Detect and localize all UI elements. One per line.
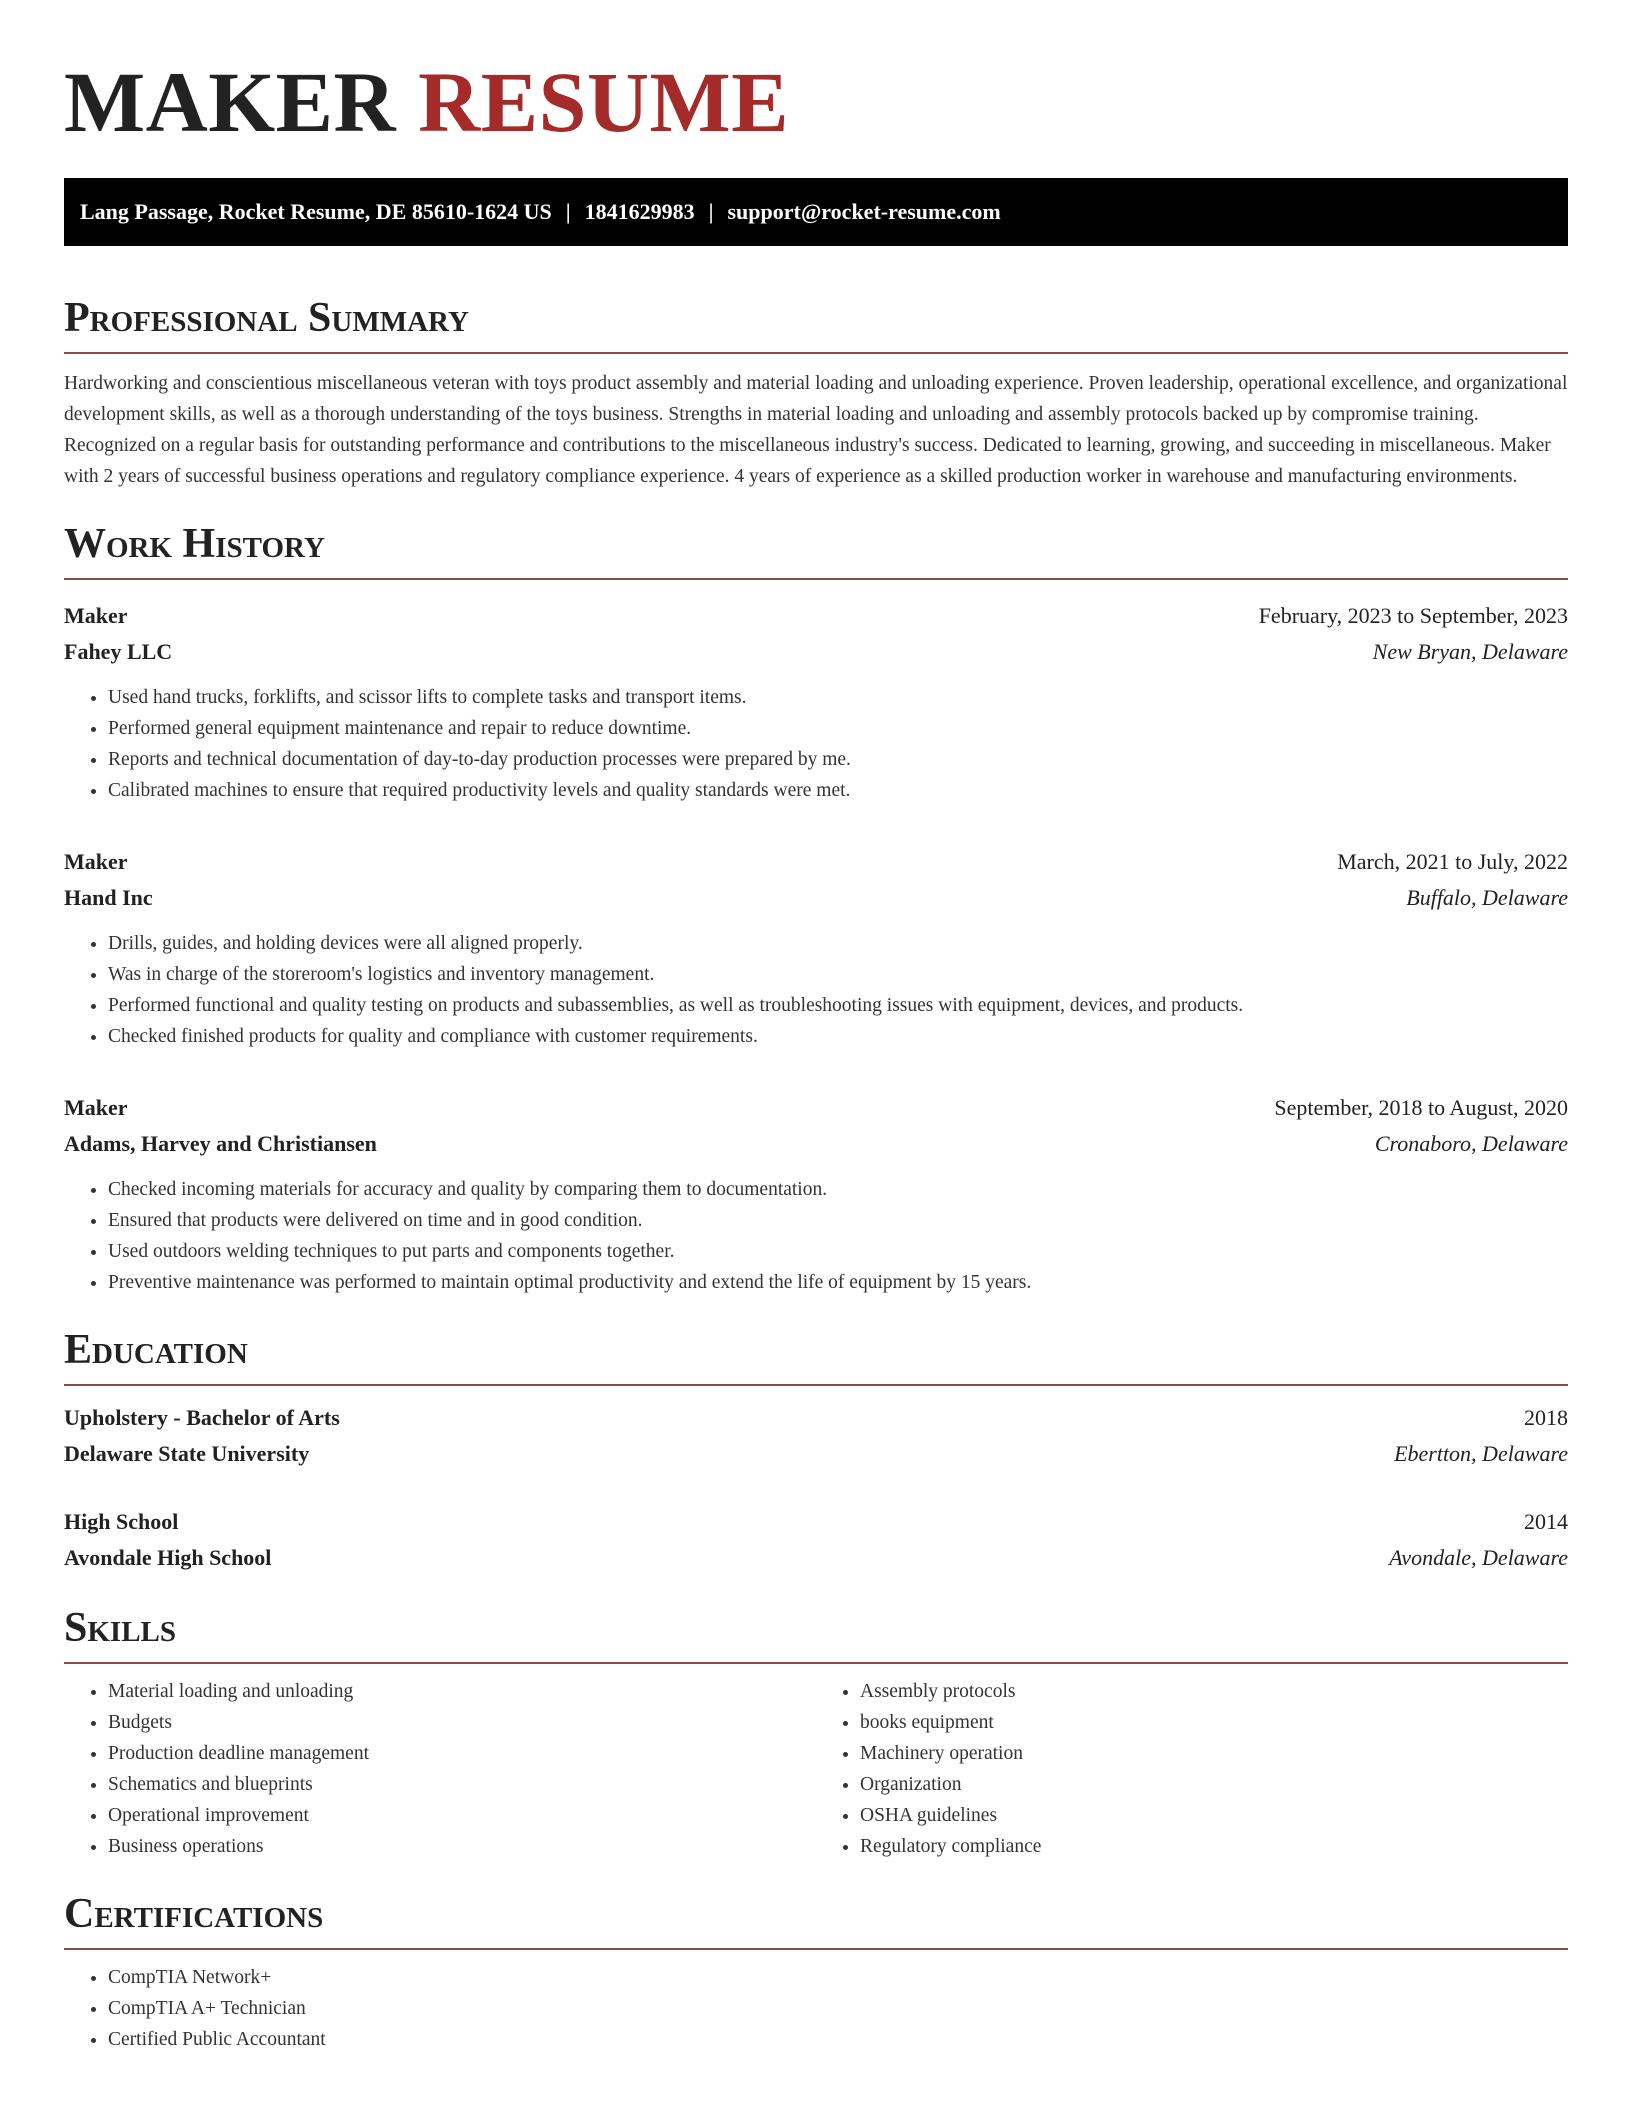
job-company-row (64, 1126, 1568, 1162)
job-bullets (64, 682, 1568, 806)
skill-item: • Business operations (108, 1831, 816, 1862)
job-dates: September, 2018 to August, 2020 (1274, 1095, 1568, 1120)
education-degree: Upholstery - Bachelor of Arts (64, 1405, 340, 1430)
job-header-row (64, 844, 1568, 880)
job-bullets (64, 1174, 1568, 1298)
education-location: Ebertton, Delaware (1394, 1441, 1568, 1466)
education-location: Avondale, Delaware (1389, 1545, 1568, 1570)
job-bullet: • Checked incoming materials for accuracy and quality by comparing them to documentation. (108, 1174, 1568, 1205)
education-entry (64, 1400, 1568, 1472)
skills-list-right (816, 1676, 1568, 1862)
skill-item: • Machinery operation (860, 1738, 1568, 1769)
resume-name (64, 56, 1568, 148)
contact-email: support@rocket-resume.com (727, 199, 1001, 224)
contact-address: Lang Passage, Rocket Resume, DE 85610-1624 US (80, 199, 552, 224)
skill-item: • Production deadline management (108, 1738, 816, 1769)
skill-item: • Assembly protocols (860, 1676, 1568, 1707)
education-entry (64, 1504, 1568, 1576)
education-school: Delaware State University (64, 1441, 310, 1466)
job-bullet: • Performed functional and quality testing on products and subassemblies, as well as troubleshooting issues with equipment, devices, and products. (108, 990, 1568, 1021)
job-role: Maker (64, 1095, 128, 1120)
skills-list-left (64, 1676, 816, 1862)
skill-item: • Schematics and blueprints (108, 1769, 816, 1800)
job-entry (64, 1090, 1568, 1298)
skill-item: • Operational improvement (108, 1800, 816, 1831)
job-header-row (64, 598, 1568, 634)
job-entry (64, 598, 1568, 806)
job-company-row (64, 634, 1568, 670)
job-company: Fahey LLC (64, 639, 173, 664)
education-degree: High School (64, 1509, 179, 1534)
section-title-work-history: Work History (64, 520, 1568, 580)
job-bullet: • Ensured that products were delivered on time and in good condition. (108, 1205, 1568, 1236)
job-bullet: • Used outdoors welding techniques to put parts and components together. (108, 1236, 1568, 1267)
certification-item: • CompTIA Network+ (108, 1962, 1568, 1993)
job-dates: March, 2021 to July, 2022 (1337, 849, 1568, 874)
job-location: Buffalo, Delaware (1406, 885, 1568, 910)
certification-item: • Certified Public Accountant (108, 2024, 1568, 2055)
job-bullet: • Checked finished products for quality and compliance with customer requirements. (108, 1021, 1568, 1052)
summary-section (64, 294, 1568, 492)
skill-item: • OSHA guidelines (860, 1800, 1568, 1831)
section-title-education: Education (64, 1326, 1568, 1386)
section-title-certifications: Certifications (64, 1890, 1568, 1950)
section-title-summary: Professional Summary (64, 294, 1568, 354)
contact-bar (64, 178, 1568, 246)
job-bullet: • Performed general equipment maintenance and repair to reduce downtime. (108, 713, 1568, 744)
section-title-skills: Skills (64, 1604, 1568, 1664)
education-school: Avondale High School (64, 1545, 272, 1570)
last-name: RESUME (418, 54, 790, 150)
skill-item: • books equipment (860, 1707, 1568, 1738)
certifications-section (64, 1890, 1568, 2055)
education-degree-row (64, 1504, 1568, 1540)
skill-item: • Organization (860, 1769, 1568, 1800)
skills-section (64, 1604, 1568, 1862)
education-section (64, 1326, 1568, 1576)
job-bullet: • Preventive maintenance was performed to maintain optimal productivity and extend the life of equipment by 15 years. (108, 1267, 1568, 1298)
education-year: 2018 (1524, 1405, 1568, 1430)
job-bullets (64, 928, 1568, 1052)
education-school-row (64, 1436, 1568, 1472)
education-school-row (64, 1540, 1568, 1576)
skill-item: • Budgets (108, 1707, 816, 1738)
certifications-list (64, 1962, 1568, 2055)
job-company: Adams, Harvey and Christiansen (64, 1131, 377, 1156)
job-role: Maker (64, 849, 128, 874)
job-location: Cronaboro, Delaware (1374, 1131, 1568, 1156)
job-location: New Bryan, Delaware (1372, 639, 1568, 664)
skills-grid (64, 1676, 1568, 1862)
job-bullet: • Reports and technical documentation of day-to-day production processes were prepared by me. (108, 744, 1568, 775)
job-bullet: • Used hand trucks, forklifts, and scissor lifts to complete tasks and transport items. (108, 682, 1568, 713)
first-name: MAKER (64, 54, 397, 150)
job-bullet: • Was in charge of the storeroom's logistics and inventory management. (108, 959, 1568, 990)
contact-separator: | (565, 199, 571, 224)
work-history-section (64, 520, 1568, 1298)
summary-text: Hardworking and conscientious miscellaneous veteran with toys product assembly and material loading and unloading experience. Proven leadership, operational excellence, and organizational development skills, as well as a thorough understanding of the toys business. Strengths in material loading and unloading and assembly protocols backed up by compromise training. Recognized on a regular basis for outstanding performance and contributions to the miscellaneous industry's success. Dedicated to learning, growing, and succeeding in miscellaneous. Maker with 2 years of successful business operations and regulatory compliance experience. 4 years of experience as a skilled production worker in warehouse and manufacturing environments. (64, 373, 1568, 487)
job-bullet: • Drills, guides, and holding devices were all aligned properly. (108, 928, 1568, 959)
contact-phone: 1841629983 (584, 199, 695, 224)
skill-item: • Regulatory compliance (860, 1831, 1568, 1862)
job-bullet: • Calibrated machines to ensure that required productivity levels and quality standards were met. (108, 775, 1568, 806)
job-header-row (64, 1090, 1568, 1126)
job-company-row (64, 880, 1568, 916)
contact-separator: | (708, 199, 714, 224)
education-degree-row (64, 1400, 1568, 1436)
job-company: Hand Inc (64, 885, 153, 910)
job-dates: February, 2023 to September, 2023 (1258, 603, 1568, 628)
certification-item: • CompTIA A+ Technician (108, 1993, 1568, 2024)
skill-item: • Material loading and unloading (108, 1676, 816, 1707)
education-year: 2014 (1524, 1509, 1568, 1534)
job-entry (64, 844, 1568, 1052)
job-role: Maker (64, 603, 128, 628)
